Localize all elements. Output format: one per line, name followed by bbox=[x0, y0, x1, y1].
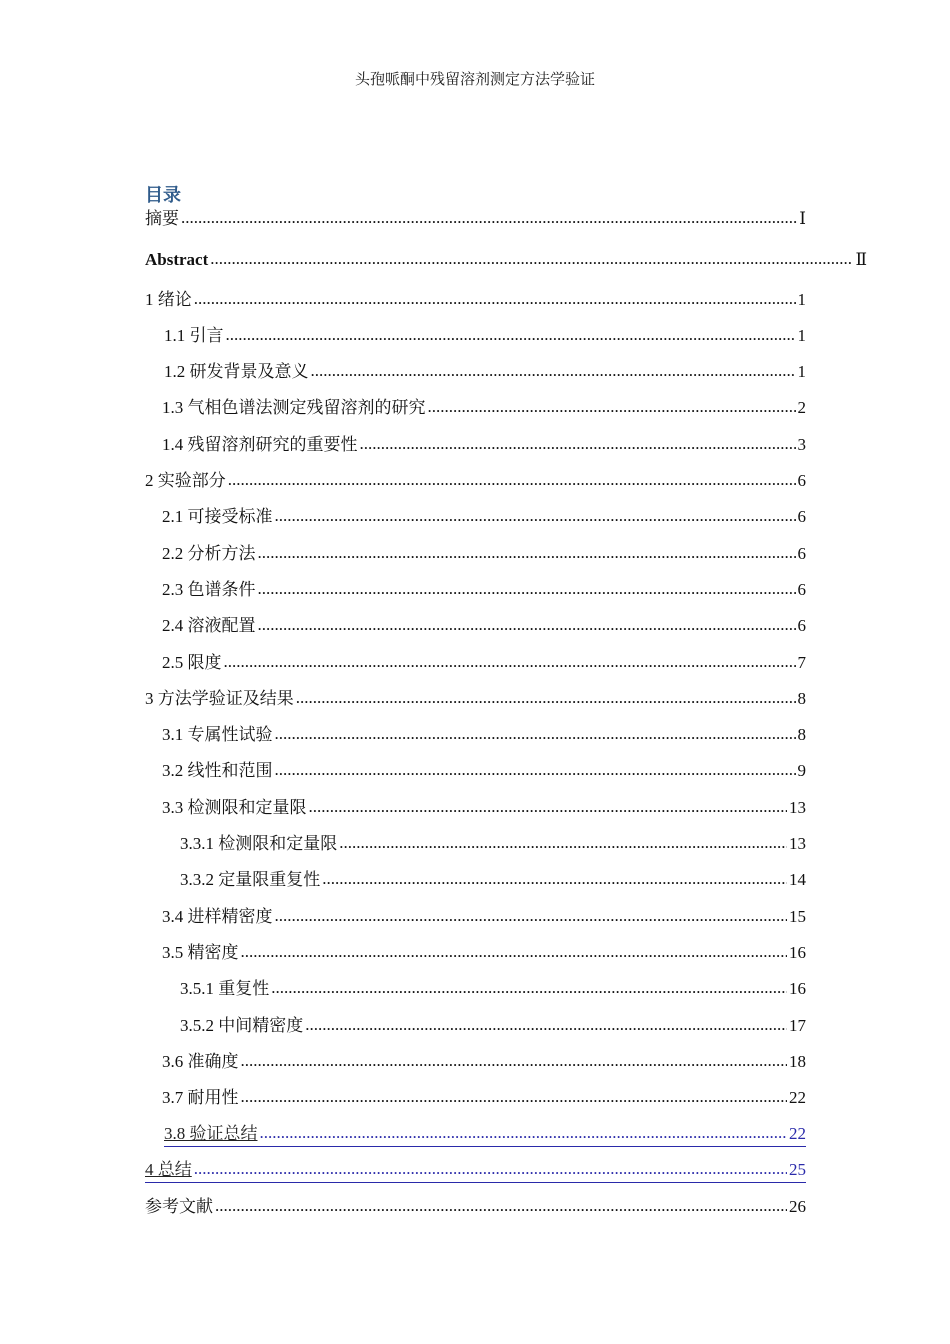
dot-leader bbox=[271, 976, 787, 1000]
toc-entry-3-6[interactable] bbox=[162, 1050, 806, 1074]
dot-leader bbox=[275, 904, 788, 928]
toc-entry-3[interactable] bbox=[145, 687, 806, 711]
toc-entry-page: 9 bbox=[797, 761, 806, 780]
toc-entry-label: 3.3.2 定量限重复性 bbox=[180, 870, 321, 889]
toc-entry-page: 1 bbox=[797, 290, 806, 309]
toc-entry-page: Ⅰ bbox=[799, 209, 806, 228]
dot-leader bbox=[260, 1121, 788, 1145]
toc-entry-label: 3.5 精密度 bbox=[162, 943, 239, 962]
toc-entry-page: 26 bbox=[789, 1197, 806, 1216]
toc-entry-page: 22 bbox=[789, 1088, 806, 1107]
dot-leader bbox=[194, 1157, 787, 1181]
toc-entry-2-3[interactable] bbox=[162, 578, 806, 602]
toc-entry-3-3-2[interactable] bbox=[180, 868, 806, 892]
toc-entry-page: 6 bbox=[797, 580, 806, 599]
toc-entry-label: 3.5.1 重复性 bbox=[180, 979, 270, 998]
toc-entry-page: 8 bbox=[797, 689, 806, 708]
toc-entry-label: 1.3 气相色谱法测定残留溶剂的研究 bbox=[162, 398, 426, 417]
toc-entry-3-4[interactable] bbox=[162, 905, 806, 929]
dot-leader bbox=[224, 650, 796, 674]
toc-entry-label: 2.2 分析方法 bbox=[162, 544, 256, 563]
toc-entry-2[interactable] bbox=[145, 469, 806, 493]
toc-entry-1-3[interactable] bbox=[162, 396, 806, 420]
dot-leader bbox=[360, 432, 796, 456]
toc-entry-abstract-cn[interactable] bbox=[145, 207, 806, 231]
toc-entry-label: 摘要 bbox=[145, 209, 179, 228]
dot-leader bbox=[309, 795, 788, 819]
toc-entry-page: 6 bbox=[797, 544, 806, 563]
toc-entry-1-4[interactable] bbox=[162, 433, 806, 457]
dot-leader bbox=[275, 722, 796, 746]
toc-entry-page: 8 bbox=[797, 725, 806, 744]
toc-entry-label: 2.1 可接受标准 bbox=[162, 507, 273, 526]
dot-leader bbox=[275, 758, 796, 782]
toc-entry-page: Ⅱ bbox=[855, 250, 867, 269]
dot-leader bbox=[322, 867, 787, 891]
dot-leader bbox=[241, 1085, 788, 1109]
toc-entry-3-7[interactable] bbox=[162, 1086, 806, 1110]
toc-entry-page: 22 bbox=[789, 1124, 806, 1143]
toc-entry-page: 6 bbox=[797, 507, 806, 526]
toc-entry-label: 2.5 限度 bbox=[162, 653, 222, 672]
toc-entry-3-2[interactable] bbox=[162, 759, 806, 783]
dot-leader bbox=[311, 359, 796, 383]
toc-entry-label: 3.4 进样精密度 bbox=[162, 907, 273, 926]
dot-leader bbox=[181, 206, 797, 230]
dot-leader bbox=[339, 831, 787, 855]
toc-entry-2-2[interactable] bbox=[162, 542, 806, 566]
toc-entry-label: 4 总结 bbox=[145, 1160, 192, 1179]
toc-entry-label: 2.4 溶液配置 bbox=[162, 616, 256, 635]
toc-entry-2-1[interactable] bbox=[162, 505, 806, 529]
dot-leader bbox=[228, 468, 796, 492]
toc-entry-label: 3.7 耐用性 bbox=[162, 1088, 239, 1107]
toc-entry-label: 2 实验部分 bbox=[145, 471, 226, 490]
toc-entry-page: 1 bbox=[797, 362, 806, 381]
dot-leader bbox=[210, 247, 853, 271]
toc-entry-page: 17 bbox=[789, 1016, 806, 1035]
toc-entry-3-3[interactable] bbox=[162, 796, 806, 820]
toc-entry-label: 3 方法学验证及结果 bbox=[145, 689, 294, 708]
toc-entry-page: 3 bbox=[797, 435, 806, 454]
toc-entry-3-8-link[interactable] bbox=[164, 1122, 806, 1147]
toc-entry-page: 13 bbox=[789, 798, 806, 817]
toc-entry-label: 参考文献 bbox=[145, 1197, 213, 1216]
dot-leader bbox=[428, 395, 796, 419]
dot-leader bbox=[215, 1194, 787, 1218]
toc-entry-page: 7 bbox=[797, 653, 806, 672]
dot-leader bbox=[275, 504, 796, 528]
toc-entry-page: 2 bbox=[797, 398, 806, 417]
toc-entry-abstract-en[interactable] bbox=[145, 248, 867, 272]
toc-entry-page: 14 bbox=[789, 870, 806, 889]
toc-title: 目录 bbox=[145, 185, 181, 205]
toc-entry-label: 3.1 专属性试验 bbox=[162, 725, 273, 744]
toc-entry-label: 3.3.1 检测限和定量限 bbox=[180, 834, 338, 853]
toc-entry-label: 1.2 研发背景及意义 bbox=[164, 362, 309, 381]
dot-leader bbox=[258, 613, 796, 637]
dot-leader bbox=[258, 577, 796, 601]
toc-entry-page: 6 bbox=[797, 471, 806, 490]
toc-entry-page: 16 bbox=[789, 979, 806, 998]
dot-leader bbox=[226, 323, 796, 347]
toc-entry-1-2[interactable] bbox=[164, 360, 806, 384]
toc-entry-page: 13 bbox=[789, 834, 806, 853]
toc-entry-3-3-1[interactable] bbox=[180, 832, 806, 856]
dot-leader bbox=[241, 1049, 788, 1073]
toc-entry-2-5[interactable] bbox=[162, 651, 806, 675]
toc-entry-label: 3.2 线性和范围 bbox=[162, 761, 273, 780]
dot-leader bbox=[305, 1013, 787, 1037]
toc-entry-3-5-1[interactable] bbox=[180, 977, 806, 1001]
toc-entry-page: 1 bbox=[797, 326, 806, 345]
toc-entry-label: 3.6 准确度 bbox=[162, 1052, 239, 1071]
toc-entry-page: 25 bbox=[789, 1160, 806, 1179]
toc-entry-label: 3.8 验证总结 bbox=[164, 1124, 258, 1143]
dot-leader bbox=[241, 940, 788, 964]
toc-entry-4-link[interactable] bbox=[145, 1158, 806, 1183]
toc-entry-page: 6 bbox=[797, 616, 806, 635]
toc-entry-3-1[interactable] bbox=[162, 723, 806, 747]
toc-entry-1[interactable] bbox=[145, 288, 806, 312]
toc-entry-3-5[interactable] bbox=[162, 941, 806, 965]
toc-entry-label: 1 绪论 bbox=[145, 290, 192, 309]
toc-entry-2-4[interactable] bbox=[162, 614, 806, 638]
toc-entry-label: 1.1 引言 bbox=[164, 326, 224, 345]
toc-entry-references[interactable] bbox=[145, 1195, 806, 1219]
dot-leader bbox=[194, 287, 796, 311]
toc-entry-page: 16 bbox=[789, 943, 806, 962]
toc-entry-label: 3.5.2 中间精密度 bbox=[180, 1016, 304, 1035]
toc-entry-label: 1.4 残留溶剂研究的重要性 bbox=[162, 435, 358, 454]
toc-entry-1-1[interactable] bbox=[164, 324, 806, 348]
page-header: 头孢哌酮中残留溶剂测定方法学验证 bbox=[354, 72, 595, 88]
toc-entry-3-5-2[interactable] bbox=[180, 1014, 806, 1038]
toc-entry-label: Abstract bbox=[145, 250, 209, 269]
toc-entry-page: 15 bbox=[789, 907, 806, 926]
dot-leader bbox=[258, 541, 796, 565]
dot-leader bbox=[296, 686, 796, 710]
toc-entry-label: 3.3 检测限和定量限 bbox=[162, 798, 307, 817]
toc-entry-label: 2.3 色谱条件 bbox=[162, 580, 256, 599]
toc-entry-page: 18 bbox=[789, 1052, 806, 1071]
